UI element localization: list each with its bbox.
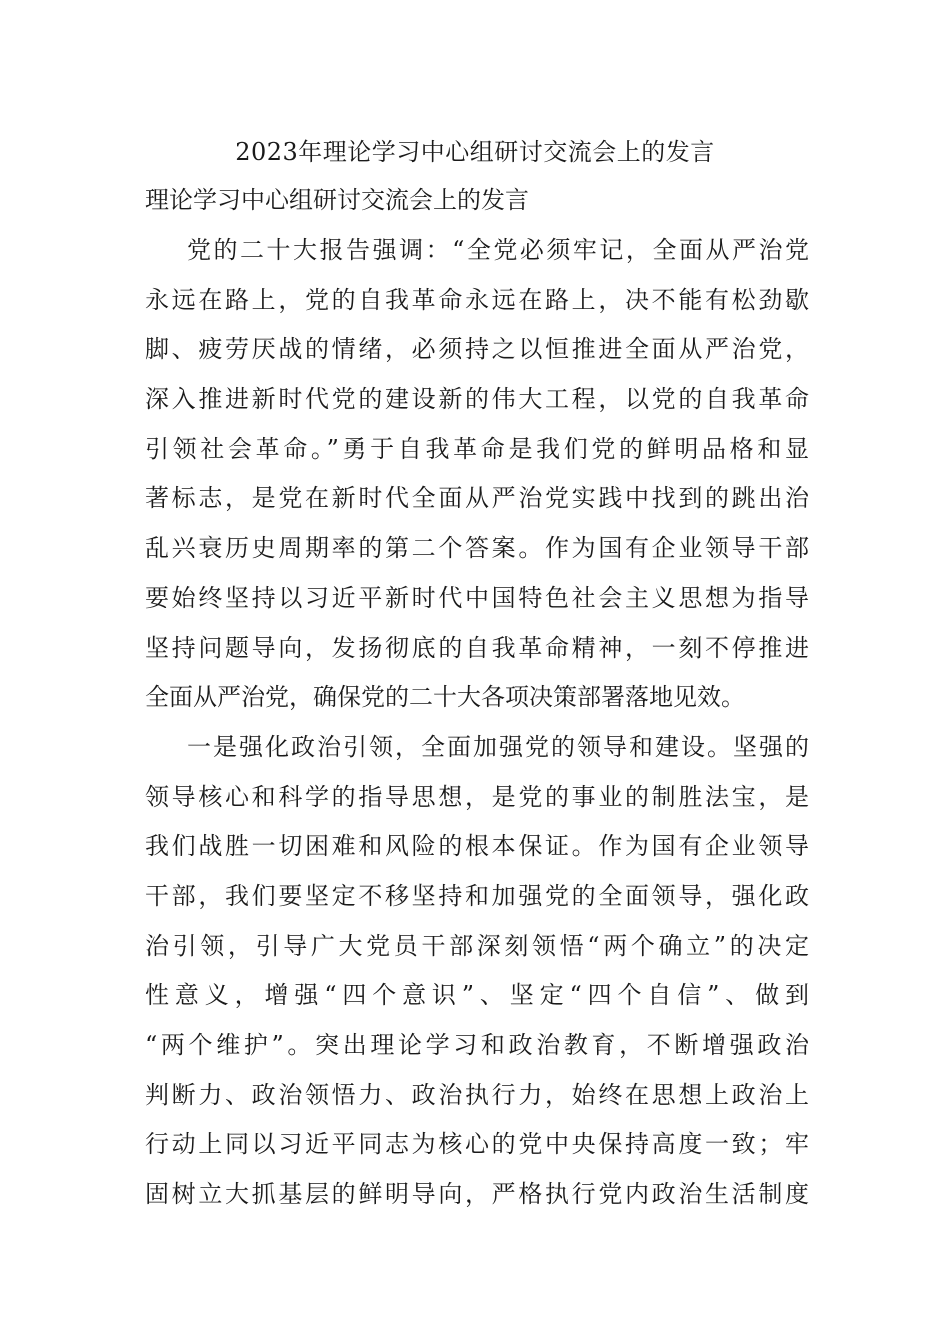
paragraph-2-line-4: 干部，我们要坚定不移坚持和加强党的全面领导，强化政 [145, 881, 809, 910]
paragraph-1-line-8: 要始终坚持以习近平新时代中国特色社会主义思想为指导 [145, 583, 809, 612]
paragraph-1-line-9: 坚持问题导向，发扬彻底的自我革命精神，一刻不停推进 [145, 633, 809, 662]
paragraph-1-line-5: 引领社会革命。”勇于自我革命是我们党的鲜明品格和显 [145, 434, 809, 463]
paragraph-1-line-6: 著标志，是党在新时代全面从严治党实践中找到的跳出治 [145, 484, 809, 513]
paragraph-2-line-1: 一是强化政治引领，全面加强党的领导和建设。坚强的 [187, 732, 809, 761]
paragraph-2-line-8: 判断力、政治领悟力、政治执行力，始终在思想上政治上 [145, 1080, 809, 1109]
paragraph-1-line-4: 深入推进新时代党的建设新的伟大工程，以党的自我革命 [145, 385, 809, 414]
document-title: 2023年理论学习中心组研讨交流会上的发言 [235, 138, 715, 166]
paragraph-2-line-10: 固树立大抓基层的鲜明导向，严格执行党内政治生活制度 [145, 1180, 809, 1209]
paragraph-2-line-2: 领导核心和科学的指导思想，是党的事业的制胜法宝，是 [145, 782, 809, 811]
paragraph-1-line-10: 全面从严治党，确保党的二十大各项决策部署落地见效。 [145, 683, 745, 712]
paragraph-2-line-7: “两个维护”。突出理论学习和政治教育，不断增强政治 [145, 1031, 809, 1059]
paragraph-2-line-6: 性意义，增强“四个意识”、坚定“四个自信”、做到 [145, 981, 809, 1010]
paragraph-1-line-2: 永远在路上，党的自我革命永远在路上，决不能有松劲歇 [145, 285, 809, 314]
document-body [145, 230, 809, 1224]
paragraph-1-line-1: 党的二十大报告强调：“全党必须牢记，全面从严治党 [187, 236, 809, 264]
paragraph-2-line-3: 我们战胜一切困难和风险的根本保证。作为国有企业领导 [145, 832, 809, 861]
paragraph-1-line-3: 脚、疲劳厌战的情绪，必须持之以恒推进全面从严治党， [145, 335, 809, 364]
paragraph-2-line-5: 治引领，引导广大党员干部深刻领悟“两个确立”的决定 [145, 931, 809, 960]
paragraph-1-line-7: 乱兴衰历史周期率的第二个答案。作为国有企业领导干部 [145, 534, 809, 563]
document-subtitle: 理论学习中心组研讨交流会上的发言 [145, 186, 529, 214]
paragraph-2-line-9: 行动上同以习近平同志为核心的党中央保持高度一致；牢 [145, 1130, 809, 1159]
